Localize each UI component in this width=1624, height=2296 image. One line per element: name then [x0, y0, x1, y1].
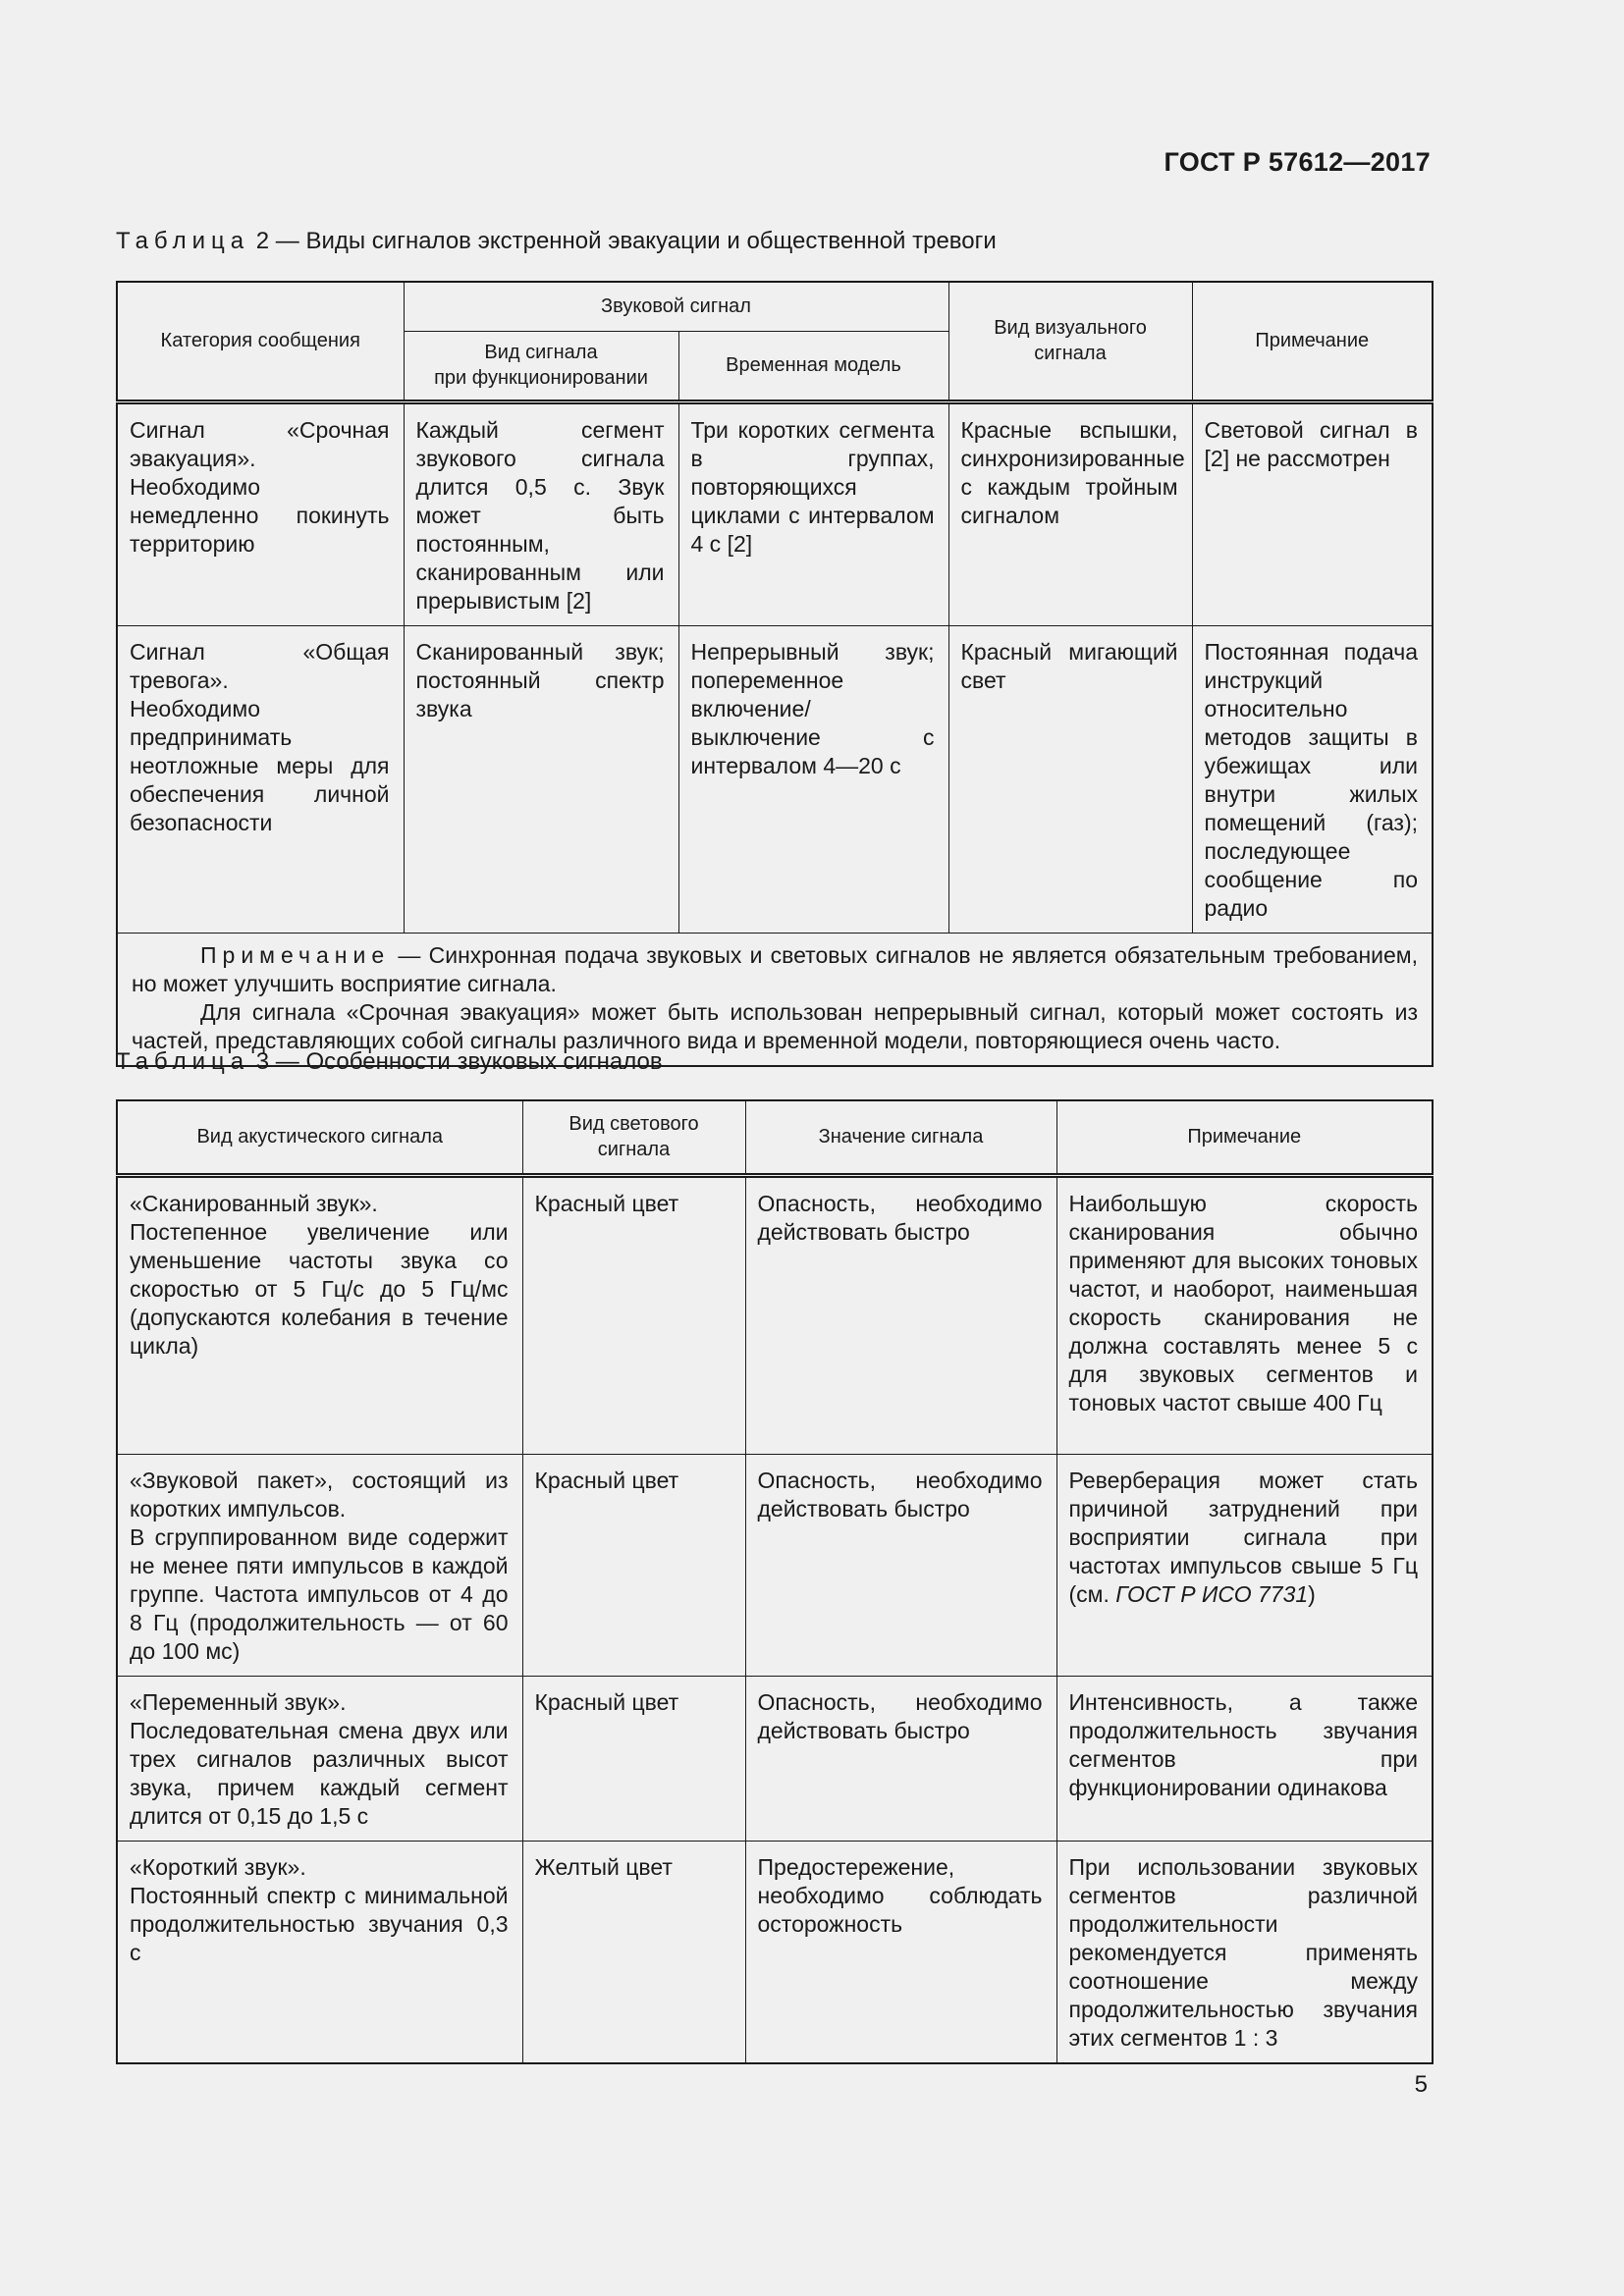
t2-header-kind: Вид сигнала при функционировании	[404, 331, 678, 401]
t3-cell-meaning: Опасность, необходимо действовать быстро	[745, 1676, 1056, 1841]
t3-cell-acoustic: «Короткий звук». Постоянный спектр с минимальной продолжительностью звучания 0,3 с	[117, 1841, 522, 2063]
t3-note-text-end: )	[1308, 1580, 1316, 1607]
t3-cell-note: При использовании звуковых сегментов различной продолжительности рекомендуется применять соотношение между продолжительностью звучания этих сегментов 1 : 3	[1056, 1841, 1433, 2063]
t3-header-note: Примечание	[1056, 1100, 1433, 1175]
t2-header-sound: Звуковой сигнал	[404, 282, 948, 331]
table-2	[116, 281, 1434, 1067]
t3-header-meaning: Значение сигнала	[745, 1100, 1056, 1175]
table3-caption-word: Таблица	[116, 1048, 250, 1075]
table-row	[117, 625, 1433, 933]
table-note-row	[117, 933, 1433, 1066]
t3-cell-light: Красный цвет	[522, 1454, 745, 1676]
table-row	[117, 1841, 1433, 2063]
t2-header-visual: Вид визуального сигнала	[948, 282, 1192, 401]
t2-cell-kind: Сканированный звук; постоянный спектр звука	[404, 625, 678, 933]
t3-cell-note: Наибольшую скорость сканирования обычно применяют для высоких тоновых частот, и наоборот, наименьшая скорость сканирования не должна составлять менее 5 с для звуковых сегментов и тоновых частот свыше 400 Гц	[1056, 1175, 1433, 1454]
t2-note-text-1: — Синхронная подача звуковых и световых сигналов не является обязательным требованием, но может улучшить восприятие сигнала.	[132, 941, 1419, 996]
t3-cell-meaning: Предостережение, необходимо соблюдать осторожность	[745, 1841, 1056, 2063]
t2-cell-note: Световой сигнал в [2] не рассмотрен	[1192, 401, 1433, 625]
t2-cell-visual: Красные вспышки, синхронизированные с каждым тройным сигналом	[948, 401, 1192, 625]
table2-caption-text: 2 — Виды сигналов экстренной эвакуации и общественной тревоги	[249, 228, 997, 254]
t2-cell-kind: Каждый сегмент звукового сигнала длится 0,5 с. Звук может быть постоянным, сканированным или прерывистым [2]	[404, 401, 678, 625]
table-row	[117, 1676, 1433, 1841]
t3-cell-meaning: Опасность, необходимо действовать быстро	[745, 1454, 1056, 1676]
t3-cell-light: Красный цвет	[522, 1676, 745, 1841]
t3-header-acoustic: Вид акустического сигнала	[117, 1100, 522, 1175]
t3-cell-meaning: Опасность, необходимо действовать быстро	[745, 1175, 1056, 1454]
t3-cell-acoustic: «Звуковой пакет», состоящий из коротких импульсов. В сгруппированном виде содержит не менее пяти импульсов в каждой группе. Частота импульсов от 4 до 8 Гц (продолжительность — от 60 до 100 мс)	[117, 1454, 522, 1676]
t3-cell-note	[1056, 1454, 1433, 1676]
table-3	[116, 1099, 1434, 2064]
page-number: 5	[1414, 2071, 1428, 2098]
t2-cell-category: Сигнал «Общая тревога». Необходимо предпринимать неотложные меры для обеспечения личной безопасности	[117, 625, 404, 933]
t3-header-light: Вид светового сигнала	[522, 1100, 745, 1175]
table3-caption-text: 3 — Особенности звуковых сигналов	[249, 1048, 663, 1075]
t2-cell-time-model: Непрерывный звук; попеременное включение/выключение с интервалом 4—20 с	[678, 625, 948, 933]
t3-cell-light: Желтый цвет	[522, 1841, 745, 2063]
t3-note-reference: ГОСТ Р ИСО 7731	[1115, 1580, 1309, 1607]
t3-cell-light: Красный цвет	[522, 1175, 745, 1454]
t3-cell-acoustic: «Сканированный звук». Постепенное увеличение или уменьшение частоты звука со скоростью от 5 Гц/с до 5 Гц/мс (допускаются колебания в течение цикла)	[117, 1175, 522, 1454]
table3-caption	[116, 1048, 663, 1076]
table2-caption-word: Таблица	[116, 228, 250, 254]
t2-note-text-2: Для сигнала «Срочная эвакуация» может быть использован непрерывный сигнал, который может состоять из частей, представляющих собой сигналы различного вида и временной модели, повторяющиеся очень часто.	[132, 998, 1419, 1053]
standard-code: ГОСТ Р 57612—2017	[1164, 147, 1431, 177]
t3-note-text: Реверберация может стать причиной затруднений при восприятии сигнала при частотах импульсов свыше 5 Гц (см.	[1068, 1467, 1418, 1607]
t2-cell-note: Постоянная подача инструкций относительно методов защиты в убежищах или внутри жилых помещений (газ); последующее сообщение по радио	[1192, 625, 1433, 933]
t2-note-word: Примечание	[200, 941, 391, 968]
table-row	[117, 401, 1433, 625]
table2-caption	[116, 228, 997, 255]
t2-header-time-model: Временная модель	[678, 331, 948, 401]
t2-header-note: Примечание	[1192, 282, 1433, 401]
t2-header-category: Категория сообщения	[117, 282, 404, 401]
table-row	[117, 1454, 1433, 1676]
t2-note	[117, 933, 1433, 1066]
t3-cell-acoustic: «Переменный звук». Последовательная смена двух или трех сигналов различных высот звука, причем каждый сегмент длится от 0,15 до 1,5 с	[117, 1676, 522, 1841]
table-row	[117, 1175, 1433, 1454]
t2-cell-visual: Красный мигающий свет	[948, 625, 1192, 933]
t3-cell-note: Интенсивность, а также продолжительность звучания сегментов при функционировании одинакова	[1056, 1676, 1433, 1841]
t2-cell-category: Сигнал «Срочная эвакуация». Необходимо немедленно покинуть территорию	[117, 401, 404, 625]
t2-cell-time-model: Три коротких сегмента в группах, повторяющихся циклами с интервалом 4 с [2]	[678, 401, 948, 625]
